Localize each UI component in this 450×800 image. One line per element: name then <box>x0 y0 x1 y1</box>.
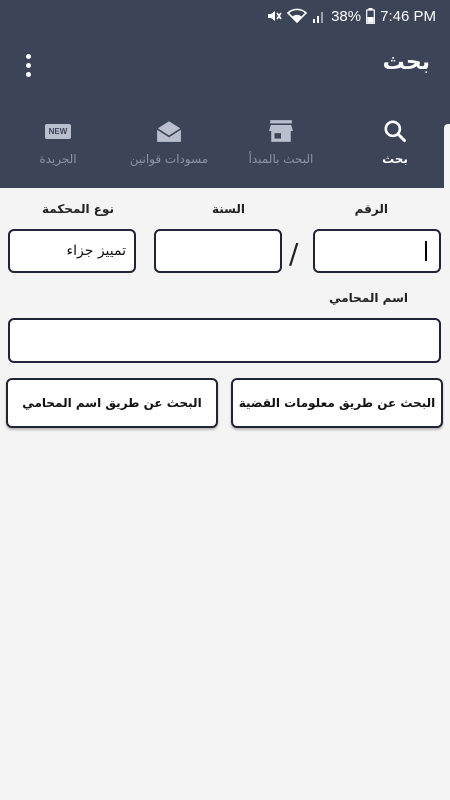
status-bar <box>0 0 450 32</box>
new-badge-icon: NEW <box>45 124 72 139</box>
search-by-case-button[interactable]: البحث عن طريق معلومات القضية <box>231 378 443 428</box>
tab-search-by-principle[interactable] <box>240 100 322 188</box>
court-type-value: تمييز جزاء <box>66 243 126 259</box>
number-label: الرقم <box>354 202 388 216</box>
separator-slash: / <box>289 237 299 270</box>
battery-percent: 38% <box>331 7 362 25</box>
search-icon <box>382 118 408 144</box>
app-bar <box>0 32 450 100</box>
tab-law-drafts[interactable] <box>120 100 218 188</box>
lawyer-name-label: اسم المحامي <box>329 291 408 305</box>
court-type-select[interactable] <box>8 229 136 273</box>
signal-icon <box>312 8 326 24</box>
year-input[interactable] <box>154 229 282 273</box>
number-input[interactable] <box>313 229 441 273</box>
tab-bar <box>0 100 450 188</box>
mute-icon <box>266 8 282 24</box>
text-cursor <box>425 241 427 261</box>
tab-drafts-label: مسودات قوانين <box>129 152 209 166</box>
page-title: بحث <box>382 50 430 75</box>
lawyer-name-input[interactable] <box>8 318 441 363</box>
court-type-label: نوع المحكمة <box>42 202 115 216</box>
tab-search-label: بحث <box>382 152 408 166</box>
overflow-menu-icon[interactable] <box>14 50 42 80</box>
status-icons <box>266 6 436 26</box>
year-label: السنة <box>212 202 246 216</box>
store-icon <box>268 119 294 143</box>
tab-search[interactable] <box>360 100 430 188</box>
battery-icon <box>366 8 375 24</box>
clock: 7:46 PM <box>380 7 436 25</box>
drafts-icon <box>156 119 182 143</box>
search-by-lawyer-button[interactable]: البحث عن طريق اسم المحامي <box>6 378 218 428</box>
wifi-icon <box>287 8 307 24</box>
tab-newspaper[interactable] <box>28 100 88 188</box>
tab-indicator <box>444 124 450 188</box>
tab-principle-label: البحث بالمبدأ <box>248 152 314 166</box>
tab-newspaper-label: الجريدة <box>39 152 77 166</box>
